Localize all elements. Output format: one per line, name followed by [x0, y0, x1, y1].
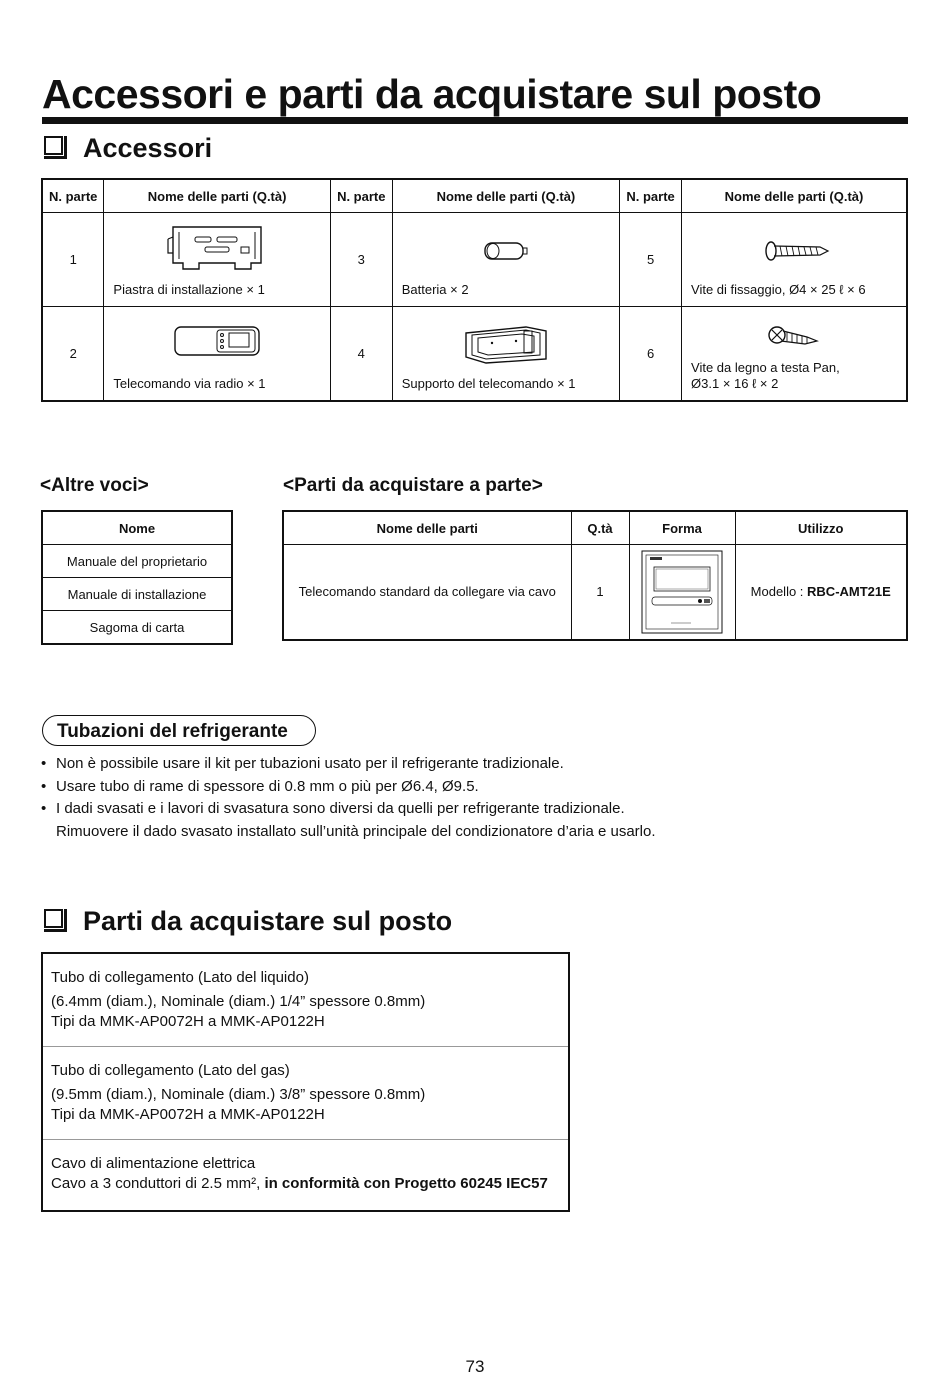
list-item — [40, 798, 656, 843]
part-number: 3 — [330, 213, 392, 307]
remote-holder-icon — [456, 317, 556, 367]
part-caption: Vite di fissaggio, Ø4 × 25 ℓ × 6 — [691, 282, 866, 297]
list-item: • Usare tubo di rame di spessore di 0.8 mm o più per Ø6.4, Ø9.5. — [40, 776, 656, 799]
separate-parts-header-row — [283, 511, 907, 545]
part-number: 1 — [42, 213, 104, 307]
part-caption: Batteria × 2 — [401, 282, 469, 297]
site-part-models: Tipi da MMK-AP0072H a MMK-AP0122H — [51, 1106, 325, 1123]
table-row — [42, 578, 232, 611]
part-number: 5 — [620, 213, 682, 307]
screw-icon — [754, 223, 834, 273]
refrigerant-notes — [40, 753, 656, 843]
separate-parts-table — [282, 510, 908, 641]
usage-model: RBC-AMT21E — [807, 584, 891, 600]
part-cell — [682, 307, 907, 402]
header-part-number: N. parte — [620, 179, 682, 213]
part-number: 4 — [330, 307, 392, 402]
header-part-name: Nome delle parti (Q.tà) — [392, 179, 619, 213]
page-title: Accessori e parti da acquistare sul posto — [42, 71, 822, 117]
checkbox-square-icon — [44, 909, 63, 928]
site-part-title: Tubo di collegamento (Lato del gas) — [51, 1062, 290, 1079]
header-part-name: Nome delle parti (Q.tà) — [104, 179, 330, 213]
list-item-text: I dadi svasati e i lavori di svasatura sono diversi da quelli per refrigerante tradizionale. — [56, 800, 625, 817]
site-part-spec — [51, 1174, 560, 1194]
other-item: Sagoma di carta — [42, 611, 232, 645]
part-caption — [691, 360, 840, 392]
table-row — [283, 545, 907, 640]
remote-control-icon — [165, 317, 269, 367]
page-number: 73 — [465, 1357, 485, 1376]
section-heading-site-parts — [44, 905, 452, 937]
list-item: • Non è possibile usare il kit per tubazioni usato per il refrigerante tradizionale. — [40, 753, 656, 776]
table-row — [42, 213, 907, 307]
site-part-models: Tipi da MMK-AP0072H a MMK-AP0122H — [51, 1013, 325, 1030]
battery-icon — [471, 223, 541, 273]
wired-remote-controller-icon — [637, 547, 727, 637]
other-item: Manuale di installazione — [42, 578, 232, 611]
accessories-table — [41, 178, 908, 402]
usage-prefix: Modello : — [750, 584, 808, 600]
site-part-block — [43, 954, 568, 1047]
site-part-block — [43, 1140, 568, 1210]
part-cell — [392, 213, 619, 307]
header-usage: Utilizzo — [735, 511, 907, 545]
refrigerant-heading: Tubazioni del refrigerante — [42, 715, 316, 746]
site-part-title: Tubo di collegamento (Lato del liquido) — [51, 969, 309, 986]
other-items-header: Nome — [42, 511, 232, 545]
table-row — [42, 307, 907, 402]
header-shape: Forma — [629, 511, 735, 545]
other-items-heading: <Altre voci> — [40, 475, 149, 496]
part-caption-line: Ø3.1 × 16 ℓ × 2 — [691, 376, 779, 391]
part-shape — [629, 545, 735, 640]
part-caption-line: Vite da legno a testa Pan, — [691, 360, 840, 375]
list-item-continuation: Rimuovere il dado svasato installato sull’unità principale del condizionatore d’aria e usarlo. — [56, 822, 656, 840]
part-caption: Piastra di installazione × 1 — [113, 282, 265, 297]
part-usage — [735, 545, 907, 640]
part-qty: 1 — [571, 545, 629, 640]
part-name: Telecomando standard da collegare via cavo — [283, 545, 571, 640]
part-cell — [392, 307, 619, 402]
table-row — [42, 611, 232, 645]
part-caption: Supporto del telecomando × 1 — [401, 376, 576, 391]
header-part-name: Nome delle parti — [283, 511, 571, 545]
part-cell — [682, 213, 907, 307]
site-part-title: Cavo di alimentazione elettrica — [51, 1155, 256, 1172]
separate-parts-heading: <Parti da acquistare a parte> — [283, 475, 543, 496]
site-part-spec: (6.4mm (diam.), Nominale (diam.) 1/4” spessore 0.8mm) — [51, 993, 426, 1010]
title-underline — [42, 117, 908, 124]
section-heading-label: Parti da acquistare sul posto — [83, 906, 453, 936]
site-part-block — [43, 1047, 568, 1140]
site-part-spec: (9.5mm (diam.), Nominale (diam.) 3/8” spessore 0.8mm) — [51, 1086, 426, 1103]
site-part-spec-text: Cavo a 3 conduttori di 2.5 mm², — [51, 1175, 265, 1192]
site-part-spec-compliance: in conformità con Progetto 60245 IEC57 — [264, 1175, 548, 1192]
part-number: 2 — [42, 307, 104, 402]
section-heading-label: Accessori — [83, 133, 213, 163]
installation-plate-icon — [165, 223, 269, 273]
other-item: Manuale del proprietario — [42, 545, 232, 578]
accessories-header-row — [42, 179, 907, 213]
checkbox-square-icon — [44, 136, 63, 155]
part-cell — [104, 213, 330, 307]
part-caption: Telecomando via radio × 1 — [113, 376, 266, 391]
header-part-number: N. parte — [330, 179, 392, 213]
part-number: 6 — [620, 307, 682, 402]
part-cell — [104, 307, 330, 402]
site-parts-box — [41, 952, 570, 1212]
section-heading-accessories — [44, 132, 212, 164]
header-part-number: N. parte — [42, 179, 104, 213]
other-items-table — [41, 510, 233, 645]
table-row — [42, 545, 232, 578]
header-part-name: Nome delle parti (Q.tà) — [682, 179, 907, 213]
header-qty: Q.tà — [571, 511, 629, 545]
